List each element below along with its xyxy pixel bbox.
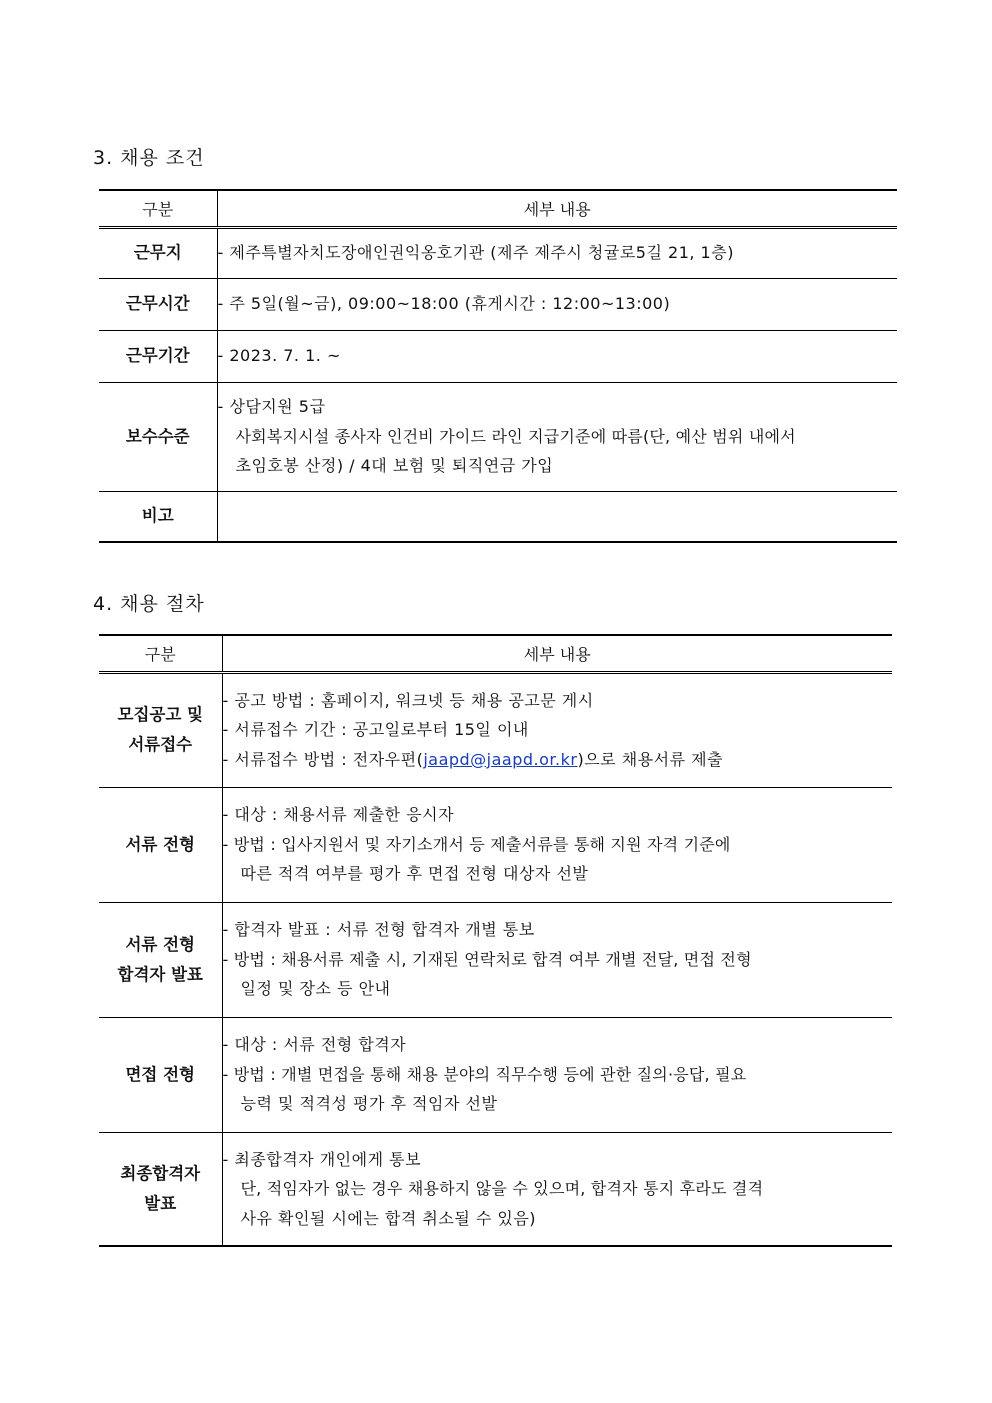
label-line: 모집공고 및 <box>117 705 203 724</box>
email-link[interactable]: jaapd@jaapd.or.kr <box>423 749 578 769</box>
row-label-work-hours: 근무시간 <box>99 278 217 330</box>
row-content-recruitment-notice <box>222 672 892 787</box>
row-content-document-screening <box>222 787 892 902</box>
row-content-work-period <box>217 330 897 382</box>
row-content-interview <box>222 1017 892 1132</box>
content-line: - 서류접수 기간 : 공고일로부터 15일 이내 <box>222 720 529 740</box>
table-row <box>99 330 897 382</box>
content-line: - 대상 : 서류 전형 합격자 <box>222 1035 407 1055</box>
label-line: 서류 전형 <box>125 834 195 854</box>
content-line: 사회복지시설 종사자 인건비 가이드 라인 지급기준에 따름(단, 예산 범위 내에서 <box>235 426 796 446</box>
row-content-workplace <box>217 227 897 278</box>
content-line: - 2023. 7. 1. ~ <box>217 346 341 366</box>
table-row <box>99 382 897 491</box>
email-suffix: )으로 채용서류 제출 <box>577 749 724 769</box>
content-line: 초임호봉 산정) / 4대 보험 및 퇴직연금 가입 <box>235 456 554 476</box>
table-row <box>99 278 897 330</box>
table-row <box>99 787 892 902</box>
content-line: 단, 적임자가 없는 경우 채용하지 않을 수 있으며, 합격자 통지 후라도 결격 <box>240 1179 764 1198</box>
row-label-workplace: 근무지 <box>99 227 217 278</box>
header-category: 구분 <box>99 635 222 672</box>
employment-conditions-table <box>99 189 897 543</box>
row-label-final-announcement <box>99 1132 222 1246</box>
header-details: 세부 내용 <box>217 190 897 227</box>
label-line: 서류접수 <box>128 735 193 754</box>
label-line: 면접 전형 <box>125 1064 195 1084</box>
content-line: - 공고 방법 : 홈페이지, 워크넷 등 채용 공고문 게시 <box>222 690 594 710</box>
header-category: 구분 <box>99 190 217 227</box>
row-content-remarks <box>217 491 897 542</box>
table-row <box>99 1132 892 1246</box>
table-row <box>99 672 892 787</box>
content-line: - 합격자 발표 : 서류 전형 합격자 개별 통보 <box>222 920 535 940</box>
content-line: - 방법 : 입사지원서 및 자기소개서 등 제출서류를 통해 지원 자격 기준에 <box>222 834 731 854</box>
content-line: 일정 및 장소 등 안내 <box>240 979 391 999</box>
label-line: 서류 전형 <box>125 934 195 954</box>
row-label-interview <box>99 1017 222 1132</box>
label-line: 발표 <box>144 1193 177 1213</box>
row-label-document-screening <box>99 787 222 902</box>
content-line: - 최종합격자 개인에게 통보 <box>222 1149 422 1169</box>
row-label-recruitment-notice <box>99 672 222 787</box>
content-line: - 방법 : 채용서류 제출 시, 기재된 연락처로 합격 여부 개별 전달, 면접 전형 <box>222 949 752 969</box>
row-label-work-period: 근무기간 <box>99 330 217 382</box>
content-line: 사유 확인될 시에는 합격 취소될 수 있음) <box>240 1208 537 1228</box>
table-row <box>99 1017 892 1132</box>
email-prefix: - 서류접수 방법 : 전자우편( <box>222 749 424 769</box>
label-line: 최종합격자 <box>120 1163 201 1183</box>
section3-title: 3. 채용 조건 <box>93 147 205 169</box>
table-row <box>99 902 892 1017</box>
content-line: - 상담지원 5급 <box>217 397 326 417</box>
header-details: 세부 내용 <box>222 635 892 672</box>
content-line: 따른 적격 여부를 평가 후 면접 전형 대상자 선발 <box>240 864 589 884</box>
section4-title: 4. 채용 절차 <box>93 593 205 615</box>
content-line: - 주 5일(월~금), 09:00~18:00 (휴게시간 : 12:00~13:00) <box>217 294 671 314</box>
content-line: - 방법 : 개별 면접을 통해 채용 분야의 직무수행 등에 관한 질의·응답, 필요 <box>222 1064 747 1084</box>
row-content-final-announcement <box>222 1132 892 1246</box>
row-label-remarks: 비고 <box>99 491 217 542</box>
content-line-email <box>223 745 893 775</box>
hiring-process-table <box>99 634 892 1247</box>
table-row <box>99 227 897 278</box>
table-row <box>99 491 897 542</box>
row-content-work-hours <box>217 278 897 330</box>
content-line: - 대상 : 채용서류 제출한 응시자 <box>222 805 455 825</box>
row-label-salary: 보수수준 <box>99 382 217 491</box>
row-content-document-pass-announcement <box>222 902 892 1017</box>
content-line: - 제주특별자치도장애인권익옹호기관 (제주 제주시 청귤로5길 21, 1층) <box>217 243 734 263</box>
content-line: 능력 및 적격성 평가 후 적임자 선발 <box>240 1094 498 1114</box>
label-line: 합격자 발표 <box>117 964 203 984</box>
row-label-document-pass-announcement <box>99 902 222 1017</box>
row-content-salary <box>217 382 897 491</box>
